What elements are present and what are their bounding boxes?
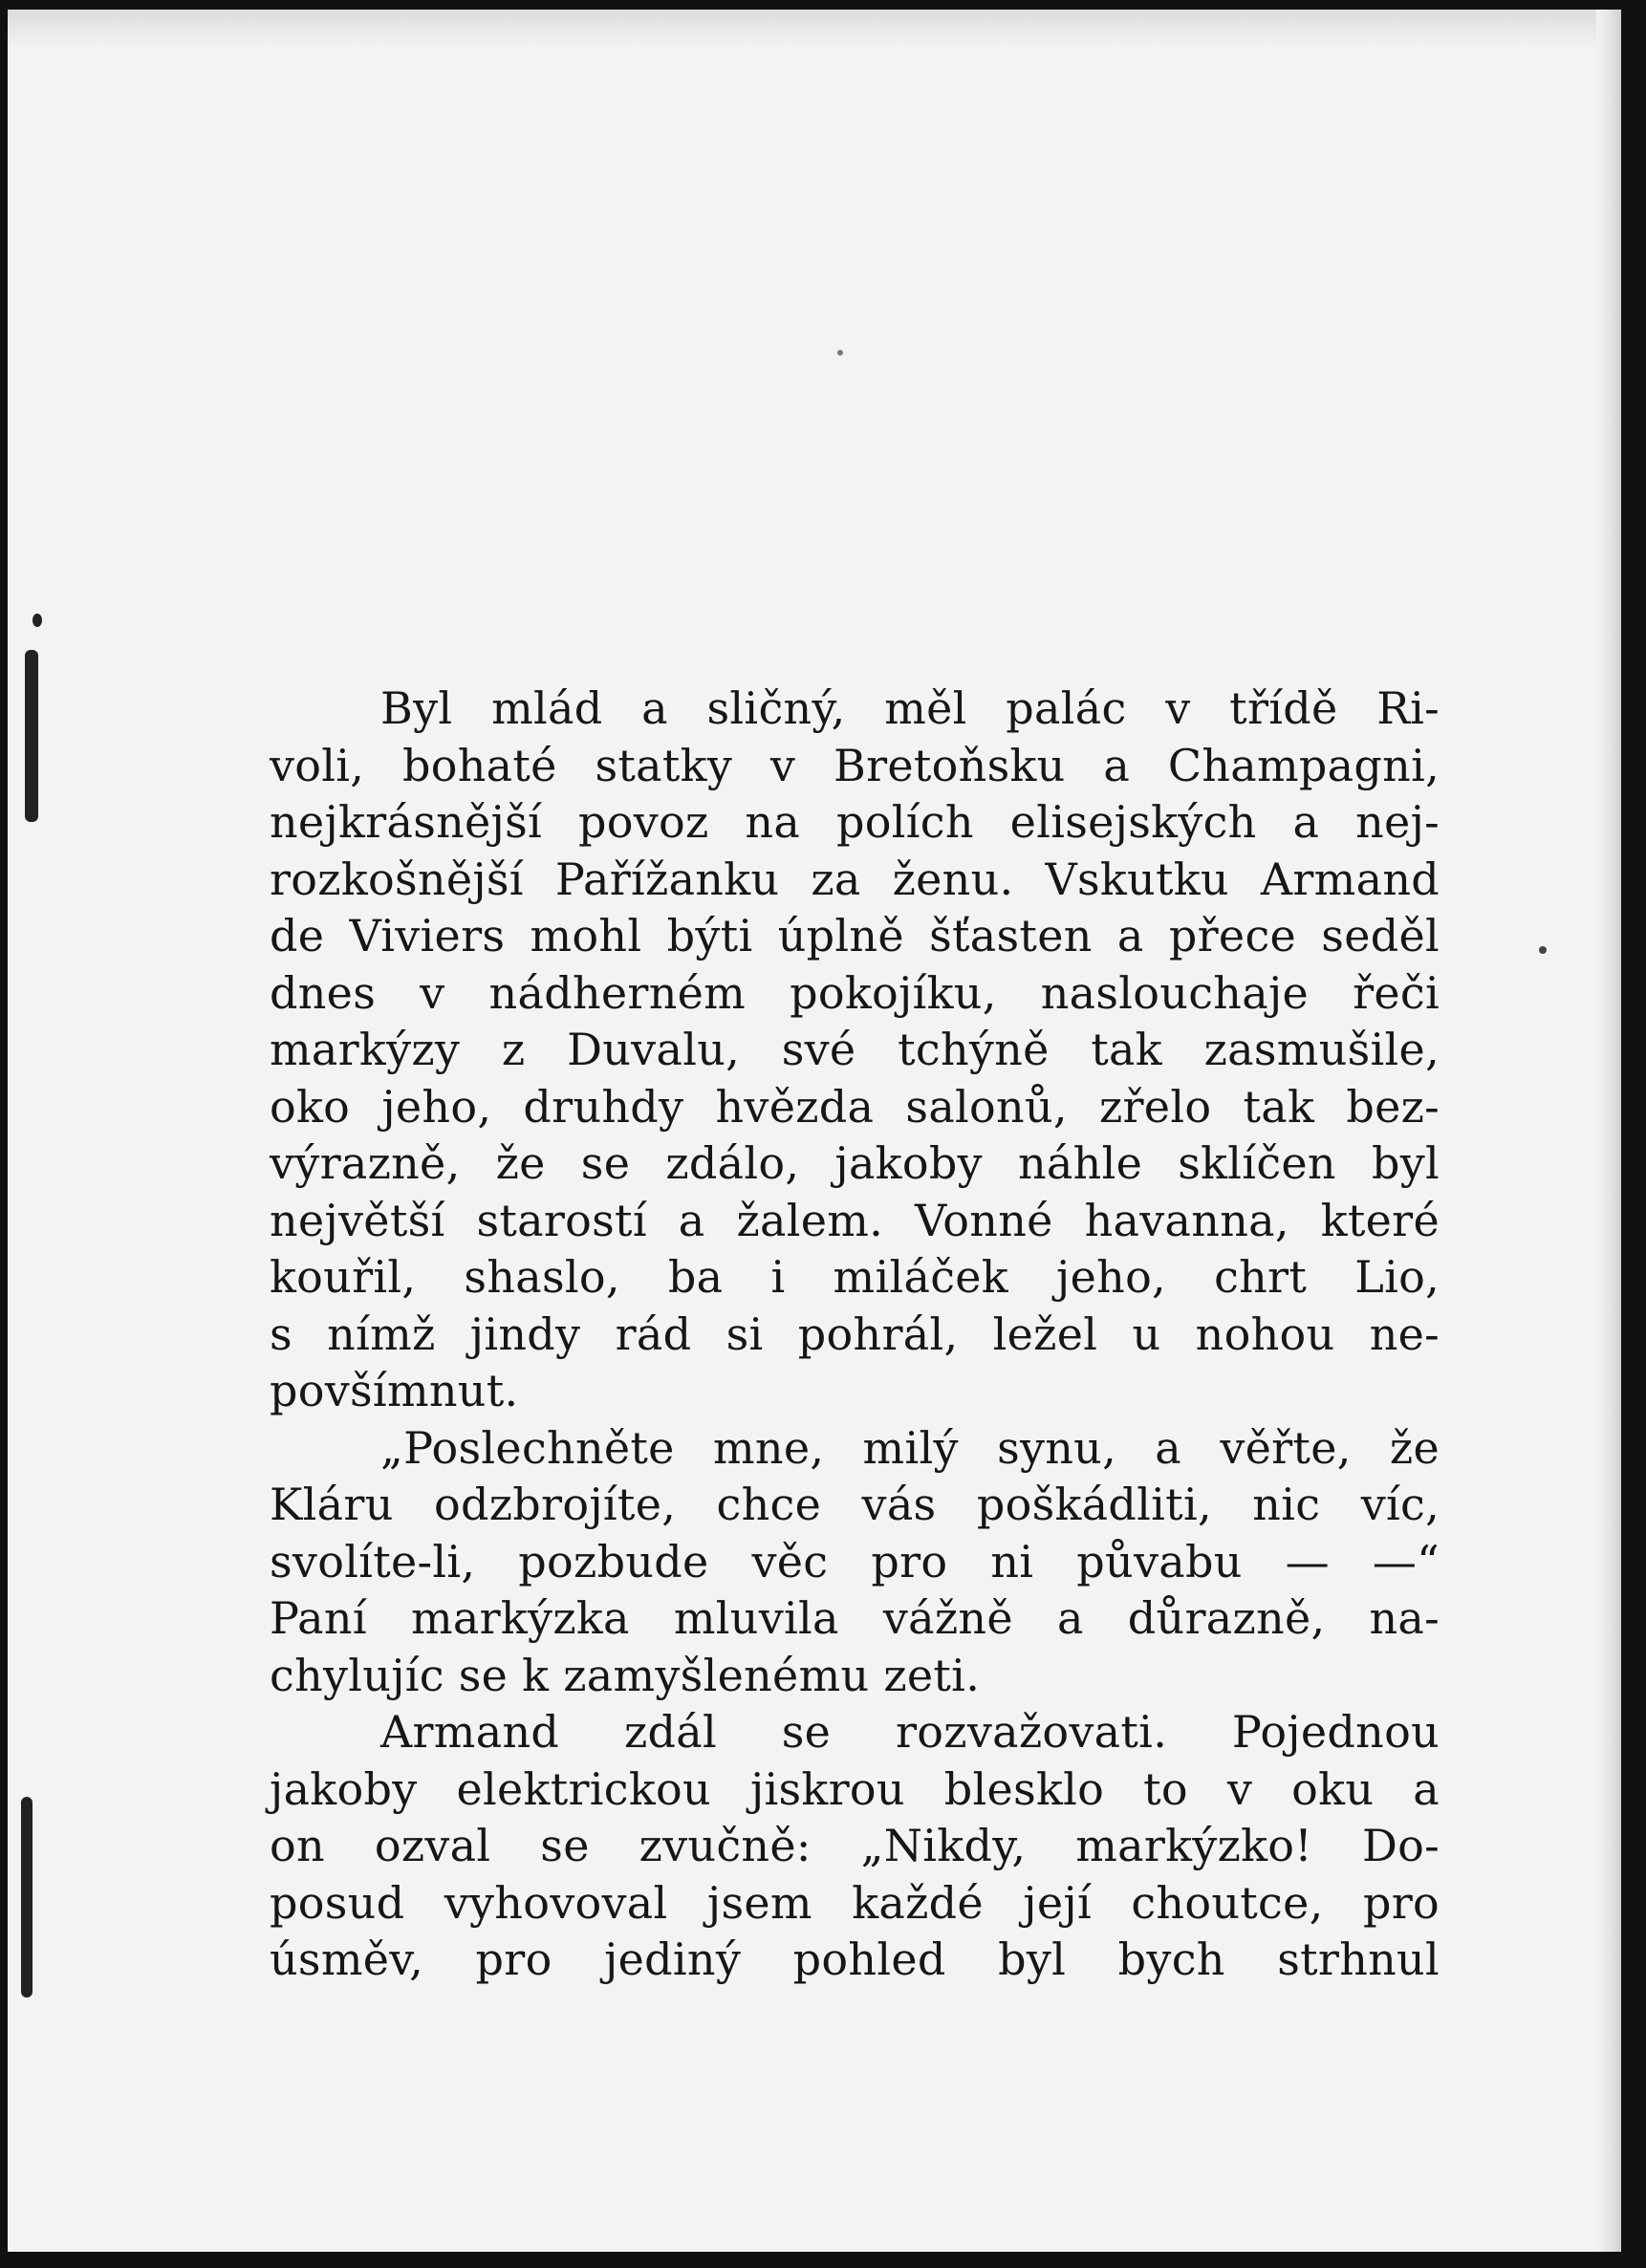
- body-text: [270, 680, 1440, 1989]
- text-line: jakoby elektrickou jiskrou blesklo to v oku a: [270, 1762, 1440, 1815]
- page-right-edge: [1596, 10, 1621, 2252]
- text-line: Byl mlád a sličný, měl palác v třídě Ri-: [380, 682, 1440, 734]
- text-line: dnes v nádherném pokojíku, naslouchaje řeči: [270, 966, 1440, 1019]
- text-line: největší starostí a žalem. Vonné havanna, které: [270, 1194, 1440, 1246]
- text-line: „Poslechněte mne, milý synu, a věřte, že: [380, 1421, 1440, 1474]
- text-line: výrazně, že se zdálo, jakoby náhle sklíčen byl: [270, 1137, 1440, 1189]
- paragraph-1: [270, 680, 1440, 1420]
- paragraph-3: [270, 1704, 1440, 1989]
- text-line: chylujíc se k zamyšlenému zeti.: [270, 1649, 981, 1701]
- text-line: posud vyhovoval jsem každé její choutce, pro: [270, 1876, 1440, 1929]
- text-line: rozkošnější Pařížanku za ženu. Vskutku Armand: [270, 853, 1440, 905]
- text-line: úsměv, pro jediný pohled byl bych strhnul: [270, 1933, 1440, 1985]
- binding-mark-lower: [21, 1797, 32, 1998]
- text-line: voli, bohaté statky v Bretoňsku a Champagni,: [270, 739, 1440, 791]
- page-top-shadow: [8, 10, 1621, 48]
- text-line: s nímž jindy rád si pohrál, ležel u nohou ne-: [270, 1307, 1440, 1360]
- text-line: oko jeho, druhdy hvězda salonů, zřelo tak bez-: [270, 1080, 1440, 1133]
- text-line: on ozval se zvučně: „Nikdy, markýzko! Do-: [270, 1820, 1440, 1871]
- paragraph-2: [270, 1420, 1440, 1705]
- text-line: povšímnut.: [270, 1365, 519, 1416]
- paper-speck: [1539, 946, 1547, 954]
- book-page: [8, 10, 1621, 2252]
- binding-mark-upper: [25, 650, 38, 822]
- text-line: de Viviers mohl býti úplně šťasten a přece seděl: [270, 910, 1440, 961]
- text-line: kouřil, shaslo, ba i miláček jeho, chrt Lio,: [270, 1251, 1440, 1303]
- text-line: Armand zdál se rozvažovati. Pojednou: [380, 1706, 1440, 1758]
- text-line: nejkrásnější povoz na polích elisejských a nej-: [270, 796, 1440, 848]
- binding-hole: [32, 614, 42, 627]
- text-line: svolíte-li, pozbude věc pro ni půvabu — —“: [270, 1535, 1440, 1588]
- text-line: Paní markýzka mluvila vážně a důrazně, na-: [270, 1592, 1440, 1644]
- text-line: markýzy z Duvalu, své tchýně tak zasmušile,: [270, 1024, 1440, 1075]
- text-line: Kláru odzbrojíte, chce vás poškádliti, nic víc,: [270, 1479, 1440, 1530]
- paper-speck: [837, 350, 843, 356]
